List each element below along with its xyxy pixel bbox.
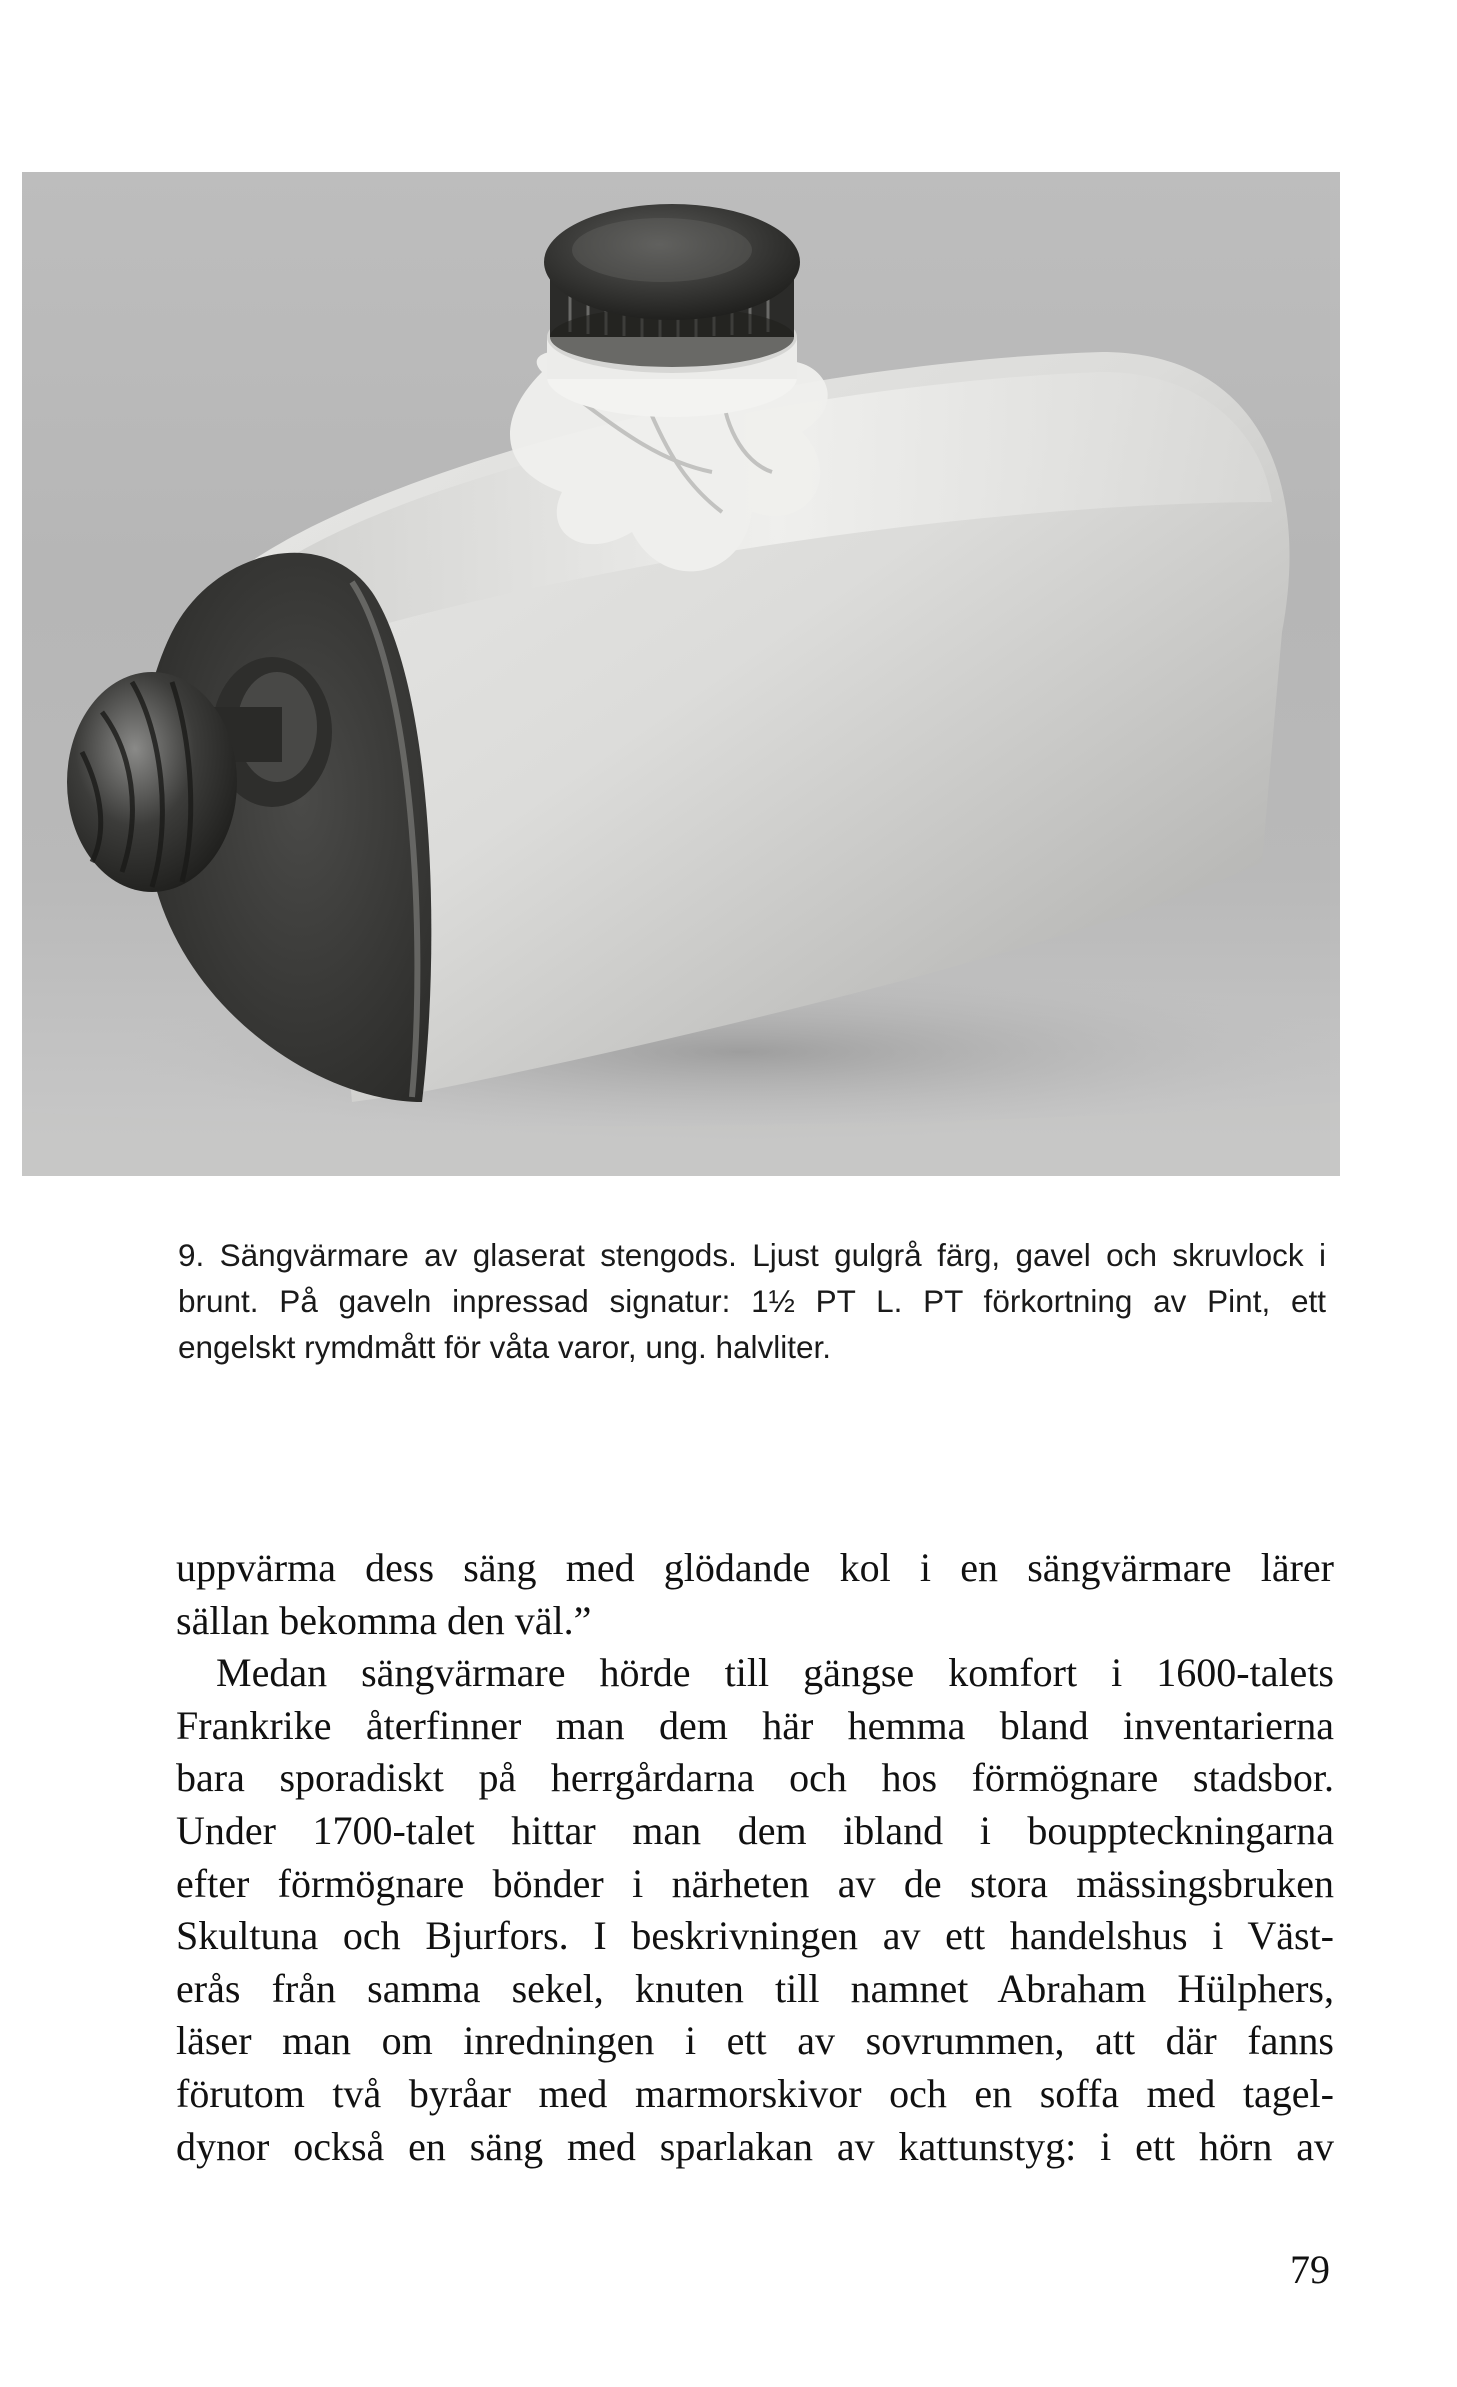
- caption-line: brunt. På gaveln inpressad signatur: 1½ PT L. PT förkortning av Pint, ett: [178, 1283, 1326, 1319]
- bed-warmer-image: [22, 172, 1340, 1176]
- text-line: Under 1700-talet hittar man dem ibland i bouppteckningarna: [176, 1807, 1334, 1853]
- text-line: Skultuna och Bjurfors. I beskrivningen av ett handelshus i Väst-: [176, 1913, 1334, 1959]
- text-line: dynor också en säng med sparlakan av kattunstyg: i ett hörn av: [176, 2123, 1334, 2169]
- text-line: Frankrike återfinner man dem här hemma bland inventarierna: [176, 1702, 1334, 1748]
- text-line: uppvärma dess säng med glödande kol i en sängvärmare lärer: [176, 1545, 1334, 1590]
- page-number: 79: [1290, 2247, 1330, 2292]
- caption-line: 9. Sängvärmare av glaserat stengods. Ljust gulgrå färg, gavel och skruvlock i: [178, 1237, 1326, 1273]
- text-line: Medan sängvärmare hörde till gängse komfort i 1600-talets: [216, 1650, 1334, 1696]
- text-line: sällan bekomma den väl.”: [176, 1597, 592, 1643]
- caption-line: engelskt rymdmått för våta varor, ung. halvliter.: [178, 1329, 832, 1365]
- body-text: [176, 1542, 1334, 2173]
- figure-caption: [178, 1232, 1326, 1370]
- text-line: förutom två byråar med marmorskivor och en soffa med tagel-: [176, 2070, 1334, 2116]
- text-line: erås från samma sekel, knuten till namnet Abraham Hülphers,: [176, 1965, 1334, 2011]
- text-line: efter förmögnare bönder i närheten av de stora mässingsbruken: [176, 1860, 1334, 1906]
- figure-photo: [22, 172, 1340, 1176]
- text-line: bara sporadiskt på herrgårdarna och hos förmögnare stadsbor.: [176, 1755, 1334, 1801]
- text-line: läser man om inredningen i ett av sovrummen, att där fanns: [176, 2018, 1334, 2064]
